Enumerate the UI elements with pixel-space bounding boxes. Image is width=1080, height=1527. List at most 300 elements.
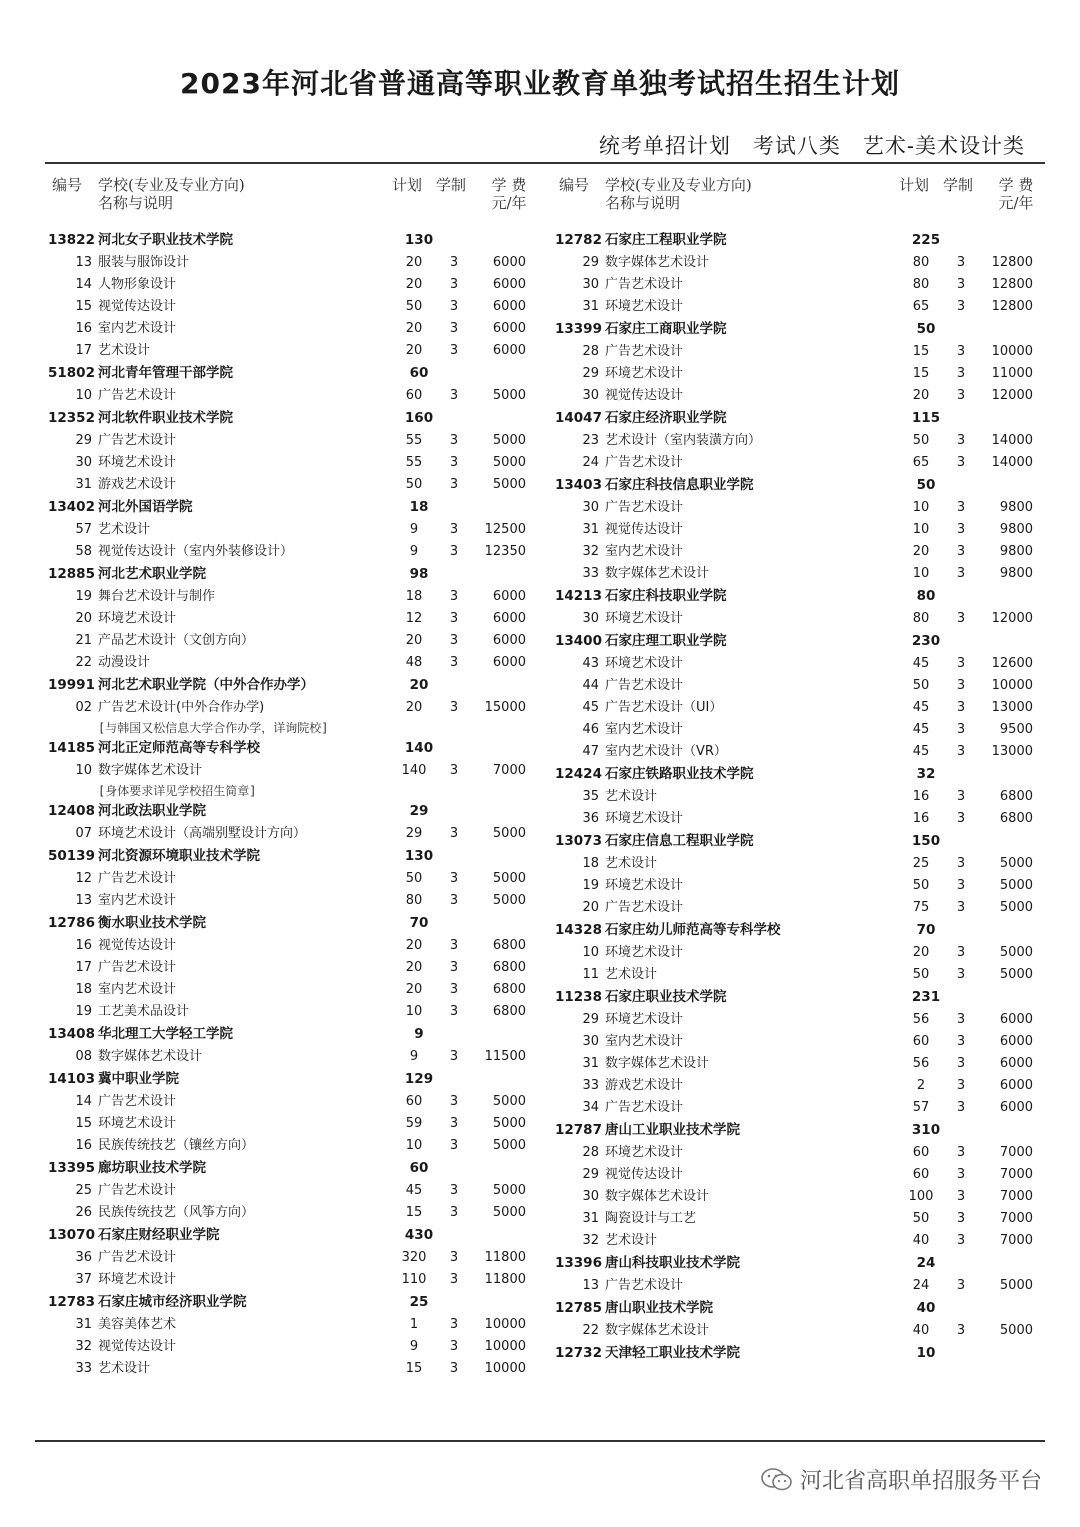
school-row [555,474,1045,497]
note-row [48,782,538,800]
subtitle-plan-type: 统考单招计划 [598,134,731,158]
major-code: 30 [582,388,599,403]
major-code: 07 [75,826,92,841]
major-row [555,497,1045,519]
school-name: 天津轻工职业技术学院 [605,1345,740,1361]
school-row [555,1297,1045,1320]
school-code: 12424 [555,766,602,782]
major-fee: 6000 [999,1056,1033,1071]
header-name: 学校(专业及专业方向) 名称与说明 [605,176,752,212]
school-row [48,407,538,430]
major-plan: 50 [912,1211,930,1226]
major-code: 37 [75,1272,92,1287]
major-plan: 20 [912,945,930,960]
major-code: 18 [75,982,92,997]
major-plan: 50 [912,433,930,448]
major-fee: 5000 [492,1116,526,1131]
school-row [48,1157,538,1180]
school-row [48,1291,538,1314]
major-name: 广告艺术设计 [605,277,684,292]
school-code: 14213 [555,588,602,604]
major-plan: 50 [405,477,423,492]
school-plan: 225 [911,232,941,248]
major-years: 3 [956,811,966,826]
major-row [48,1202,538,1224]
major-fee: 6800 [999,811,1033,826]
major-years: 3 [956,344,966,359]
major-years: 3 [449,455,459,470]
school-plan: 29 [409,803,429,819]
major-code: 26 [75,1205,92,1220]
major-row [48,1358,538,1380]
major-row [48,652,538,674]
major-fee: 6000 [492,343,526,358]
major-plan: 57 [912,1100,930,1115]
major-name: 环境艺术设计 [98,611,177,626]
major-row [555,875,1045,897]
major-plan: 59 [405,1116,423,1131]
major-fee: 7000 [999,1233,1033,1248]
major-code: 29 [75,433,92,448]
school-code: 12786 [48,915,95,931]
major-code: 17 [75,343,92,358]
major-plan: 9 [409,544,419,559]
major-years: 3 [449,611,459,626]
major-name: 人物形象设计 [98,277,177,292]
school-name: 唐山职业技术学院 [605,1300,713,1316]
major-row [48,630,538,652]
major-row [48,274,538,296]
major-fee: 13000 [991,700,1033,715]
major-name: 视觉传达设计 [605,388,684,403]
major-name: 数字媒体艺术设计 [605,1323,710,1338]
major-plan: 110 [401,1272,427,1287]
header-fee: 学 费 元/年 [998,176,1034,212]
major-row [555,252,1045,274]
major-name: 数字媒体艺术设计 [605,1189,710,1204]
major-plan: 20 [912,544,930,559]
major-name: 美容美体艺术 [98,1317,177,1332]
major-plan: 10 [912,500,930,515]
major-code: 43 [582,656,599,671]
school-name: 河北艺术职业学院 [98,566,206,582]
major-years: 3 [956,1167,966,1182]
major-code: 32 [582,1233,599,1248]
major-row [555,1186,1045,1208]
major-code: 45 [582,700,599,715]
school-code: 14103 [48,1071,95,1087]
major-code: 29 [582,255,599,270]
school-name: 唐山科技职业技术学院 [605,1255,740,1271]
school-name: 石家庄科技信息职业学院 [605,477,754,493]
note-row [48,719,538,737]
major-fee: 9800 [999,544,1033,559]
major-code: 31 [75,477,92,492]
major-fee: 5000 [999,856,1033,871]
major-plan: 12 [405,611,423,626]
major-row [48,452,538,474]
school-code: 12783 [48,1294,95,1310]
major-row [555,1097,1045,1119]
major-row [555,341,1045,363]
subtitle-exam-category: 考试八类 [752,134,841,158]
school-plan: 50 [916,321,936,337]
major-years: 3 [956,722,966,737]
major-plan: 10 [912,566,930,581]
school-code: 50139 [48,848,95,864]
school-plan: 231 [911,989,941,1005]
major-plan: 50 [912,967,930,982]
major-name: 民族传统技艺（风筝方向） [98,1205,255,1220]
major-fee: 6000 [999,1012,1033,1027]
school-name: 河北青年管理干部学院 [98,365,233,381]
major-name: 室内艺术设计 [605,544,684,559]
major-row [555,274,1045,296]
major-years: 3 [956,700,966,715]
major-name: 艺术设计 [605,856,658,871]
major-row [48,430,538,452]
major-fee: 6000 [999,1100,1033,1115]
major-row [555,296,1045,318]
major-name: 环境艺术设计 [605,1012,684,1027]
major-years: 3 [956,455,966,470]
school-row [555,407,1045,430]
major-name: 广告艺术设计 [605,1100,684,1115]
major-name: 环境艺术设计 [605,299,684,314]
major-row [48,1046,538,1068]
major-fee: 9800 [999,566,1033,581]
major-fee: 12800 [991,255,1033,270]
major-plan: 60 [405,388,423,403]
major-plan: 80 [912,611,930,626]
school-row [555,630,1045,653]
major-plan: 40 [912,1323,930,1338]
major-code: 36 [75,1250,92,1265]
school-name: 石家庄理工职业学院 [605,633,727,649]
header-fee: 学 费 元/年 [491,176,527,212]
major-code: 21 [75,633,92,648]
major-years: 3 [956,856,966,871]
major-name: 室内艺术设计 [605,1034,684,1049]
major-code: 31 [582,1056,599,1071]
major-fee: 5000 [492,1205,526,1220]
major-name: 数字媒体艺术设计 [605,1056,710,1071]
major-fee: 12600 [991,656,1033,671]
major-years: 3 [449,277,459,292]
major-fee: 14000 [991,455,1033,470]
header-years: 学制 [436,176,467,194]
major-plan: 320 [401,1250,427,1265]
subtitle-major-category: 艺术-美术设计类 [862,134,1025,158]
major-fee: 6000 [492,321,526,336]
school-name: 石家庄财经职业学院 [98,1227,220,1243]
major-plan: 140 [401,763,427,778]
major-fee: 12000 [991,388,1033,403]
school-name: 河北资源环境职业技术学院 [98,848,260,864]
major-name: 广告艺术设计（UI） [605,700,723,715]
major-name: 视觉传达设计 [98,1339,177,1354]
school-code: 13402 [48,499,95,515]
school-code: 13822 [48,232,95,248]
major-code: 28 [582,1145,599,1160]
major-plan: 9 [409,1339,419,1354]
major-name: 数字媒体艺术设计 [605,566,710,581]
major-years: 3 [956,967,966,982]
school-code: 13070 [48,1227,95,1243]
school-code: 19991 [48,677,95,693]
school-row [48,563,538,586]
major-code: 33 [75,1361,92,1376]
column-header [48,172,538,224]
major-plan: 20 [405,633,423,648]
header-years: 学制 [943,176,974,194]
note-text: [身体要求详见学校招生简章] [98,784,257,798]
major-code: 32 [582,544,599,559]
major-row [48,318,538,340]
major-row [48,252,538,274]
major-years: 3 [449,700,459,715]
major-fee: 11800 [484,1250,526,1265]
school-code: 13396 [555,1255,602,1271]
major-plan: 20 [405,255,423,270]
major-row [48,823,538,845]
major-fee: 5000 [492,477,526,492]
school-plan: 9 [414,1026,424,1042]
major-row [48,697,538,719]
major-years: 3 [449,763,459,778]
major-name: 视觉传达设计（室内外装修设计） [98,544,294,559]
major-years: 3 [449,1004,459,1019]
school-code: 13399 [555,321,602,337]
school-plan: 230 [911,633,941,649]
major-row [48,1314,538,1336]
major-name: 游戏艺术设计 [605,1078,684,1093]
major-row [555,452,1045,474]
major-name: 工艺美术品设计 [98,1004,190,1019]
school-plan: 140 [404,740,434,756]
major-code: 20 [582,900,599,915]
school-row [555,763,1045,786]
major-fee: 9800 [999,500,1033,515]
major-plan: 20 [912,388,930,403]
major-row [555,1031,1045,1053]
major-code: 44 [582,678,599,693]
major-name: 艺术设计 [98,1361,151,1376]
major-row [48,1091,538,1113]
major-row [48,385,538,407]
major-code: 30 [582,1034,599,1049]
major-code: 10 [582,945,599,960]
major-code: 30 [582,611,599,626]
major-name: 广告艺术设计 [605,455,684,470]
school-name: 石家庄铁路职业技术学院 [605,766,754,782]
school-row [48,845,538,868]
major-years: 3 [449,655,459,670]
major-fee: 10000 [484,1317,526,1332]
major-plan: 60 [912,1145,930,1160]
major-fee: 6800 [492,960,526,975]
school-code: 13403 [555,477,602,493]
school-plan: 430 [404,1227,434,1243]
header-name: 学校(专业及专业方向) 名称与说明 [98,176,245,212]
major-name: 室内艺术设计 [98,982,177,997]
major-row [555,741,1045,763]
major-code: 36 [582,811,599,826]
major-row [555,363,1045,385]
major-name: 环境艺术设计 [605,1145,684,1160]
major-years: 3 [956,900,966,915]
major-plan: 20 [405,321,423,336]
major-plan: 16 [912,811,930,826]
major-code: 35 [582,789,599,804]
major-row [48,760,538,782]
major-row [555,1009,1045,1031]
school-row [48,1023,538,1046]
major-code: 34 [582,1100,599,1115]
major-code: 19 [75,589,92,604]
school-code: 12885 [48,566,95,582]
major-years: 3 [449,589,459,604]
major-fee: 14000 [991,433,1033,448]
header-code: 编号 [52,176,83,194]
major-row [555,964,1045,986]
right-column [555,172,1045,1365]
major-row [48,868,538,890]
major-fee: 7000 [492,763,526,778]
major-plan: 45 [912,744,930,759]
major-years: 3 [956,678,966,693]
school-plan: 160 [404,410,434,426]
major-years: 3 [449,433,459,448]
school-plan: 60 [409,1160,429,1176]
school-plan: 129 [404,1071,434,1087]
major-row [555,697,1045,719]
major-fee: 12350 [484,544,526,559]
school-row [555,318,1045,341]
major-code: 15 [75,1116,92,1131]
major-years: 3 [956,1056,966,1071]
major-fee: 12000 [991,611,1033,626]
major-plan: 20 [405,343,423,358]
major-plan: 75 [912,900,930,915]
major-plan: 45 [405,1183,423,1198]
school-code: 14328 [555,922,602,938]
school-name: 华北理工大学轻工学院 [98,1026,233,1042]
major-years: 3 [449,1183,459,1198]
major-name: 广告艺术设计 [98,871,177,886]
major-fee: 9800 [999,522,1033,537]
school-code: 12782 [555,232,602,248]
major-years: 3 [956,945,966,960]
major-fee: 6000 [492,277,526,292]
major-plan: 15 [405,1205,423,1220]
major-name: 民族传统技艺（镶丝方向） [98,1138,255,1153]
school-row [555,229,1045,252]
major-plan: 10 [912,522,930,537]
major-row [48,979,538,1001]
major-name: 环境艺术设计 [605,945,684,960]
major-plan: 15 [912,366,930,381]
school-row [555,1119,1045,1142]
major-row [48,1135,538,1157]
major-code: 18 [582,856,599,871]
major-name: 广告艺术设计(中外合作办学) [98,700,265,715]
major-years: 3 [956,500,966,515]
school-plan: 115 [911,410,941,426]
major-plan: 9 [409,522,419,537]
major-plan: 20 [405,960,423,975]
major-name: 数字媒体艺术设计 [605,255,710,270]
major-years: 3 [956,1145,966,1160]
school-code: 12408 [48,803,95,819]
major-code: 33 [582,566,599,581]
school-name: 石家庄工程职业学院 [605,232,727,248]
major-row [555,1075,1045,1097]
left-rows [48,229,538,1380]
major-plan: 100 [908,1189,934,1204]
subtitle [577,130,1025,160]
major-name: 环境艺术设计 [98,455,177,470]
major-years: 3 [956,1323,966,1338]
major-years: 3 [449,388,459,403]
major-name: 广告艺术设计 [605,500,684,515]
major-years: 3 [956,1034,966,1049]
major-plan: 55 [405,433,423,448]
major-code: 29 [582,1167,599,1182]
major-plan: 25 [912,856,930,871]
major-fee: 5000 [492,455,526,470]
major-plan: 45 [912,656,930,671]
major-fee: 5000 [492,433,526,448]
major-plan: 10 [405,1138,423,1153]
major-row [555,653,1045,675]
major-code: 11 [582,967,599,982]
major-years: 3 [956,744,966,759]
major-years: 3 [956,789,966,804]
school-code: 11238 [555,989,602,1005]
major-plan: 45 [912,700,930,715]
major-fee: 15000 [484,700,526,715]
school-plan: 80 [916,588,936,604]
major-fee: 12800 [991,299,1033,314]
major-row [555,1053,1045,1075]
major-plan: 50 [912,678,930,693]
school-plan: 60 [409,365,429,381]
major-years: 3 [449,871,459,886]
school-name: 河北女子职业技术学院 [98,232,233,248]
major-fee: 10000 [484,1339,526,1354]
major-fee: 5000 [999,945,1033,960]
major-code: 14 [75,277,92,292]
school-plan: 50 [916,477,936,493]
major-code: 13 [582,1278,599,1293]
school-code: 12732 [555,1345,602,1361]
major-code: 28 [582,344,599,359]
major-fee: 6000 [492,611,526,626]
major-plan: 50 [912,878,930,893]
major-plan: 24 [912,1278,930,1293]
major-code: 08 [75,1049,92,1064]
major-code: 22 [582,1323,599,1338]
major-plan: 20 [405,700,423,715]
school-name: 石家庄科技职业学院 [605,588,727,604]
major-name: 数字媒体艺术设计 [98,1049,203,1064]
header-plan: 计划 [899,176,930,194]
major-row [48,1113,538,1135]
major-years: 3 [956,656,966,671]
school-plan: 40 [916,1300,936,1316]
major-row [555,519,1045,541]
